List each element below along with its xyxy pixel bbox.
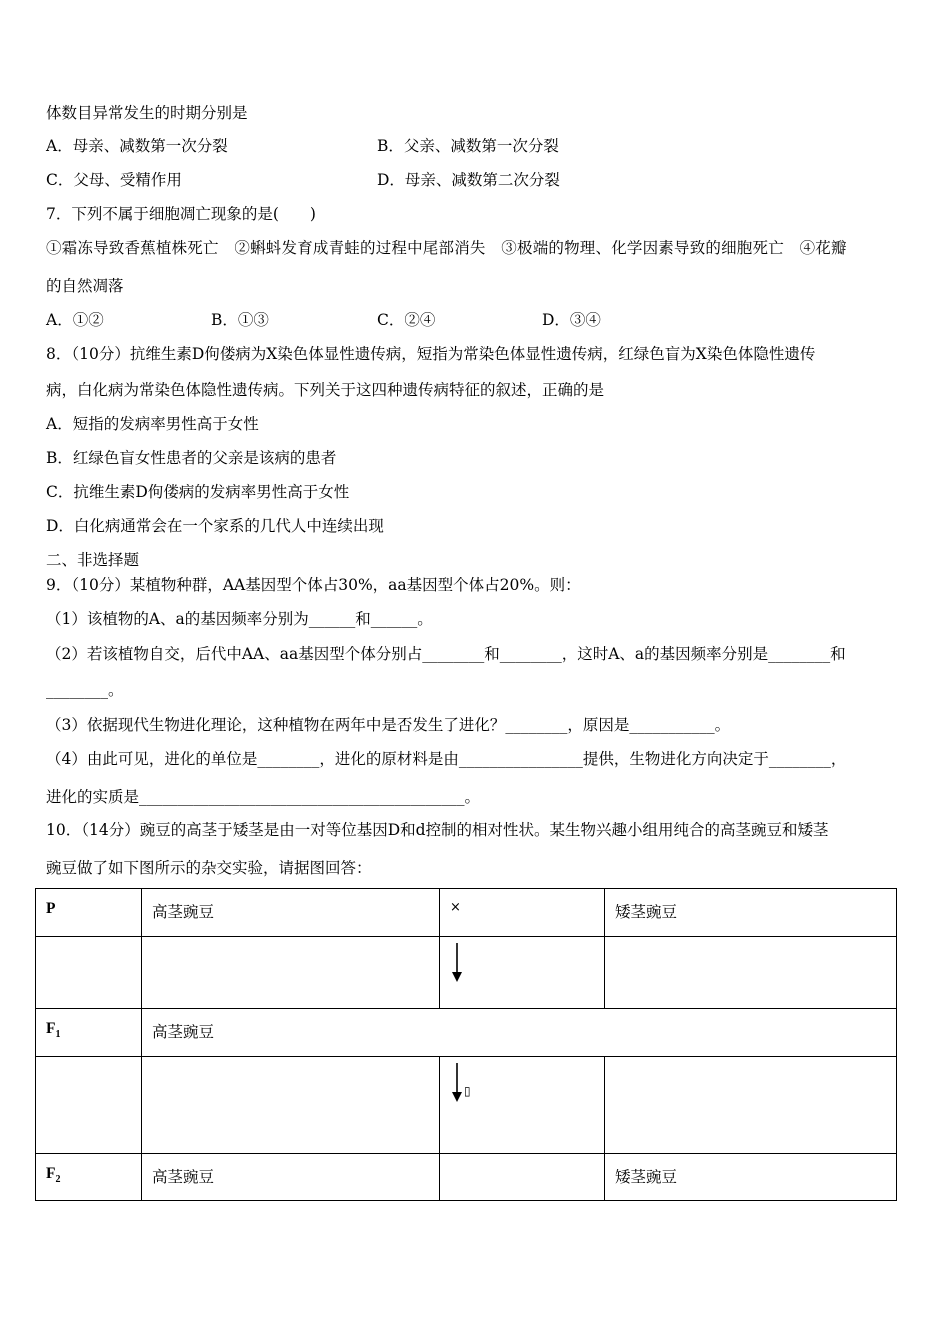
- self-cross-arrow-cell: [440, 1057, 605, 1154]
- q6-option-a: A．母亲、减数第一次分裂: [46, 137, 228, 155]
- q6-option-c: C．父母、受精作用: [46, 171, 182, 189]
- row-label-f2: $F_2$: [36, 1154, 142, 1201]
- q9-part2-line1: （2）若该植物自交，后代中AA、aa基因型个体分别占________和________，这时A、a的基因频率分别是________和: [46, 645, 846, 663]
- q7-statements-line2: 的自然凋落: [46, 277, 124, 295]
- row-label-f1: $F_1$: [36, 1009, 142, 1057]
- q7-option-a: A．①②: [46, 311, 104, 329]
- q6-stem-tail: 体数目异常发生的时期分别是: [46, 104, 248, 122]
- q7-option-c: C．②④: [377, 311, 436, 329]
- q8-stem-line1: 8．（10分）抗维生素D佝偻病为X染色体显性遗传病，短指为常染色体显性遗传病，红绿色盲为X染色体隐性遗传: [46, 345, 816, 363]
- q6-option-d: D．母亲、减数第二次分裂: [377, 171, 560, 189]
- p-tall-pea: 高茎豌豆: [142, 889, 440, 937]
- q7-option-b: B．①③: [211, 311, 269, 329]
- q6-option-b: B．父亲、减数第一次分裂: [377, 137, 559, 155]
- row-label-p: P: [36, 889, 142, 937]
- cross-symbol: ×: [440, 889, 605, 937]
- cross-diagram-table: [35, 888, 897, 1201]
- self-cross-symbol: ▯: [464, 1084, 471, 1098]
- arrow-down-icon: [450, 943, 464, 983]
- q8-option-d: D．白化病通常会在一个家系的几代人中连续出现: [46, 517, 384, 535]
- q9-part4-line2: 进化的实质是__________________________________________。: [46, 788, 481, 806]
- f1-tall-pea: 高茎豌豆: [142, 1009, 897, 1057]
- q9-part4-line1: （4）由此可见，进化的单位是________，进化的原材料是由________________提供，生物进化方向决定于________，: [46, 750, 847, 768]
- f2-short-pea: 矮茎豌豆: [605, 1154, 897, 1201]
- q10-stem-line2: 豌豆做了如下图所示的杂交实验，请据图回答：: [46, 859, 372, 877]
- q8-stem-line2: 病，白化病为常染色体隐性遗传病。下列关于这四种遗传病特征的叙述，正确的是: [46, 381, 605, 399]
- arrow-down-cell: [440, 937, 605, 1009]
- p-short-pea: 矮茎豌豆: [605, 889, 897, 937]
- q9-part1: （1）该植物的A、a的基因频率分别为______和______。: [46, 610, 433, 628]
- q9-part2-line2: ________。: [46, 681, 124, 699]
- q7-option-d: D．③④: [542, 311, 601, 329]
- q9-part3: （3）依据现代生物进化理论，这种植物在两年中是否发生了进化？________，原因是___________。: [46, 716, 731, 734]
- q8-option-b: B．红绿色盲女性患者的父亲是该病的患者: [46, 449, 337, 467]
- f2-tall-pea: 高茎豌豆: [142, 1154, 440, 1201]
- q8-option-a: A．短指的发病率男性高于女性: [46, 415, 259, 433]
- q7-statements-line1: ①霜冻导致香蕉植株死亡 ②蝌蚪发育成青蛙的过程中尾部消失 ③极端的物理、化学因素导致的细胞死亡 ④花瓣: [46, 239, 847, 257]
- arrow-down-icon: [450, 1063, 464, 1103]
- q10-stem-line1: 10．（14分）豌豆的高茎于矮茎是由一对等位基因D和d控制的相对性状。某生物兴趣小组用纯合的高茎豌豆和矮茎: [46, 821, 829, 839]
- section-heading: 二、非选择题: [46, 551, 140, 569]
- q9-stem: 9．（10分）某植物种群，AA基因型个体占30%，aa基因型个体占20%。则：: [46, 576, 581, 594]
- q7-stem: 7．下列不属于细胞凋亡现象的是( ): [46, 205, 316, 223]
- q8-option-c: C．抗维生素D佝偻病的发病率男性高于女性: [46, 483, 350, 501]
